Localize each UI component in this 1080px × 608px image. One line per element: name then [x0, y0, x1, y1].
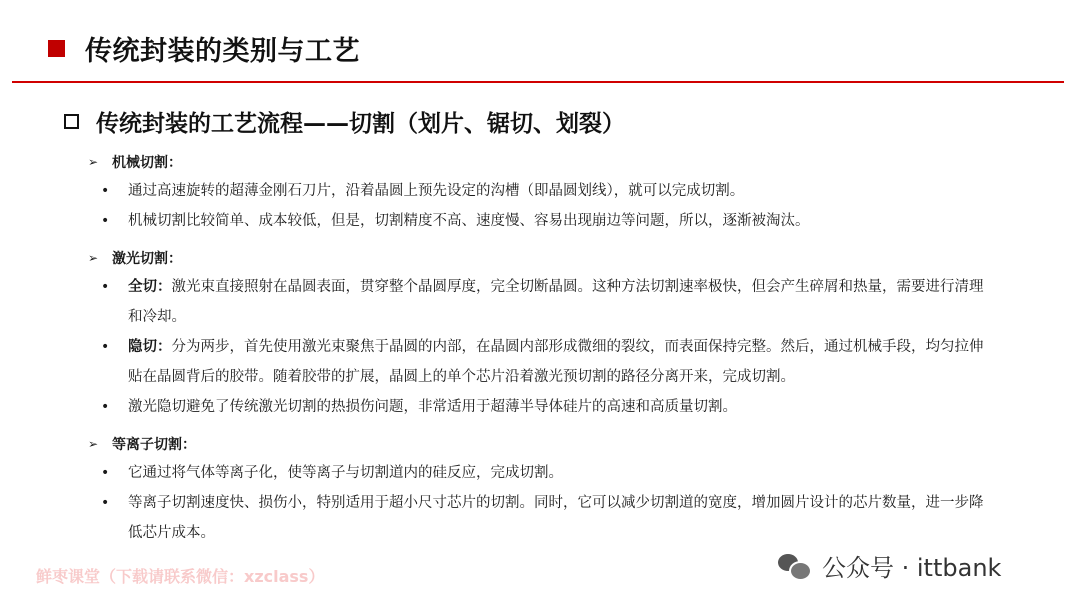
item-label: 全切：	[128, 279, 172, 295]
list-item	[88, 332, 988, 392]
arrow-bullet-icon: ➢	[88, 437, 99, 451]
list-item	[88, 176, 988, 206]
list-item	[88, 392, 988, 422]
group-heading-text: 激光切割：	[112, 251, 182, 267]
item-text: 通过高速旋转的超薄金刚石刀片，沿着晶圆上预先设定的沟槽（即晶圆划线），就可以完成切割。	[128, 183, 745, 199]
dot-bullet-icon: •	[101, 213, 110, 229]
group-heading-text: 等离子切割：	[112, 437, 196, 453]
dot-bullet-icon: •	[101, 279, 110, 295]
item-text: 它通过将气体等离子化，使等离子与切割道内的硅反应，完成切割。	[128, 465, 563, 481]
item-text: 激光隐切避免了传统激光切割的热损伤问题，非常适用于超薄半导体硅片的高速和高质量切割。	[128, 399, 737, 415]
item-text: 机械切割比较简单、成本较低，但是，切割精度不高、速度慢、容易出现崩边等问题，所以，逐渐被淘汰。	[128, 213, 810, 229]
group-heading	[88, 430, 988, 458]
dot-bullet-icon: •	[101, 183, 110, 199]
page-title: 传统封装的类别与工艺	[85, 35, 360, 67]
watermark-right	[778, 548, 1001, 583]
group-heading-text: 机械切割：	[112, 155, 182, 171]
content	[88, 148, 988, 548]
group-plasma	[88, 430, 988, 548]
title-bar	[48, 26, 360, 70]
group-heading	[88, 244, 988, 272]
wechat-icon	[778, 552, 810, 580]
item-text: 等离子切割速度快、损伤小，特别适用于超小尺寸芯片的切割。同时，它可以减少切割道的宽度，增加圆片设计的芯片数量，进一步降低芯片成本。	[128, 495, 984, 541]
watermark-right-text: 公众号 · ittbank	[822, 554, 1002, 582]
title-square-icon	[48, 40, 65, 57]
hollow-square-icon	[64, 114, 79, 129]
section-heading	[64, 105, 625, 138]
item-text: 分为两步，首先使用激光束聚焦于晶圆的内部，在晶圆内部形成微细的裂纹，而表面保持完整。然后，通过机械手段，均匀拉伸贴在晶圆背后的胶带。随着胶带的扩展，晶圆上的单个芯片沿着激光预切割的路径分离开来，完成切割。	[128, 339, 984, 385]
arrow-bullet-icon: ➢	[88, 155, 99, 169]
group-mechanical	[88, 148, 988, 236]
dot-bullet-icon: •	[101, 495, 110, 511]
list-item	[88, 206, 988, 236]
title-divider	[12, 81, 1064, 83]
list-item	[88, 272, 988, 332]
dot-bullet-icon: •	[101, 465, 110, 481]
item-text: 激光束直接照射在晶圆表面，贯穿整个晶圆厚度，完全切断晶圆。这种方法切割速率极快，但会产生碎屑和热量，需要进行清理和冷却。	[128, 279, 984, 325]
watermark-left: 鲜枣课堂（下载请联系微信：xzclass）	[36, 567, 325, 586]
dot-bullet-icon: •	[101, 339, 110, 355]
section-heading-text: 传统封装的工艺流程——切割（划片、锯切、划裂）	[96, 111, 625, 137]
list-item	[88, 458, 988, 488]
item-label: 隐切：	[128, 339, 172, 355]
dot-bullet-icon: •	[101, 399, 110, 415]
arrow-bullet-icon: ➢	[88, 251, 99, 265]
group-heading	[88, 148, 988, 176]
group-laser	[88, 244, 988, 422]
list-item	[88, 488, 988, 548]
